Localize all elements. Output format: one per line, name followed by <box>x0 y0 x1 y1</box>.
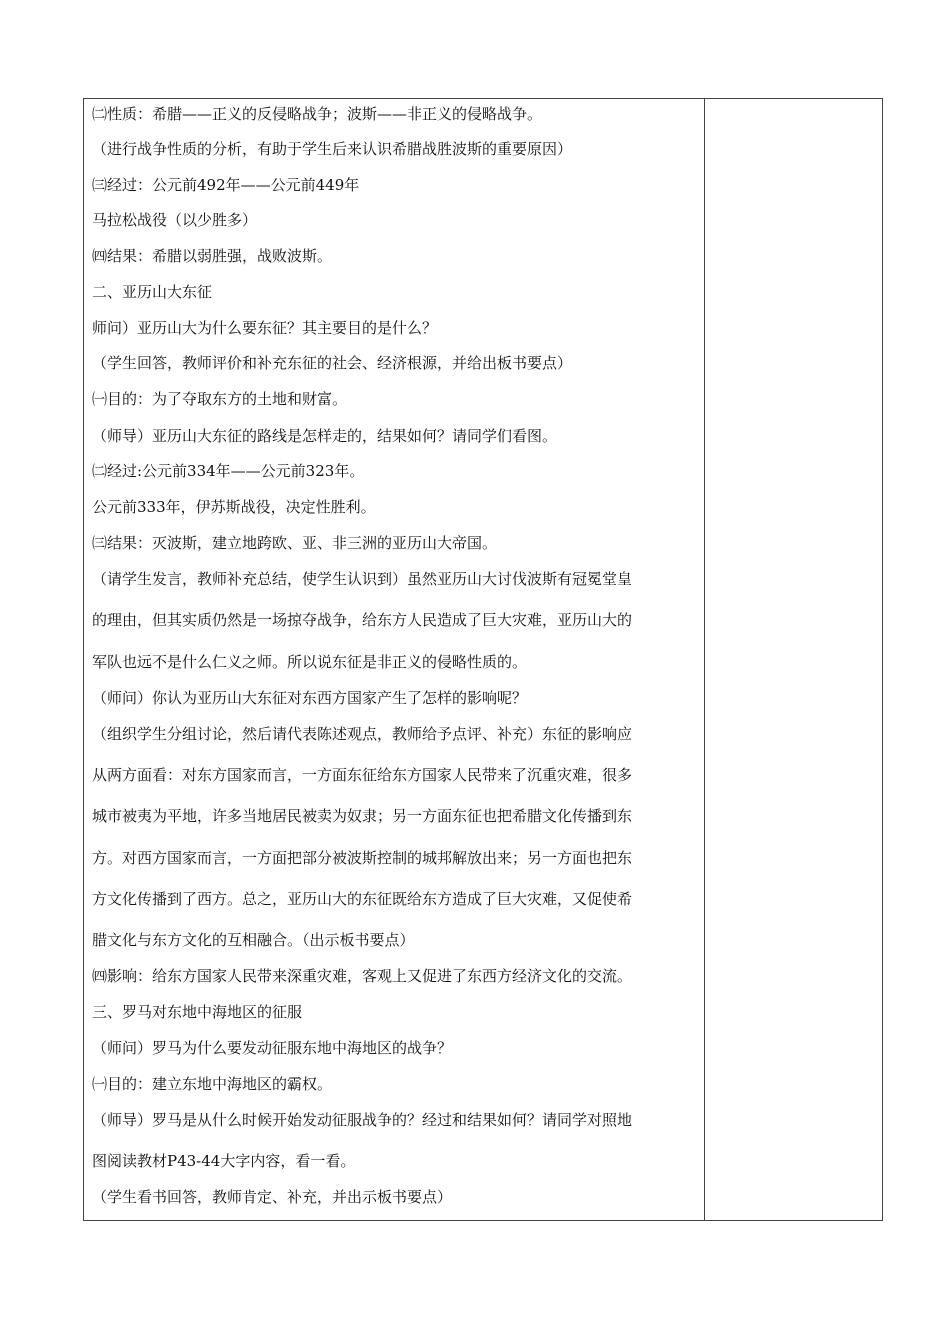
line: （请学生发言，教师补充总结，使学生认识到）虽然亚历山大讨伐波斯有冠冕堂皇 <box>92 570 633 588</box>
line: 师问）亚历山大为什么要东征？其主要目的是什么？ <box>92 319 438 337</box>
line: ㈠目的：建立东地中海地区的霸权。 <box>92 1075 333 1093</box>
line: 图阅读教材P43-44大字内容，看一看。 <box>92 1152 356 1170</box>
line: ㈣结果：希腊以弱胜强，战败波斯。 <box>92 247 333 265</box>
line: 从两方面看：对东方国家而言，一方面东征给东方国家人民带来了沉重灾难，很多 <box>92 766 633 784</box>
line: （师问）你认为亚历山大东征对东西方国家产生了怎样的影响呢？ <box>92 689 528 707</box>
line: （师导）罗马是从什么时候开始发动征服战争的？经过和结果如何？请同学对照地 <box>92 1111 633 1129</box>
line: 公元前333年，伊苏斯战役，决定性胜利。 <box>92 498 376 516</box>
line: （学生回答，教师评价和补充东征的社会、经济根源，并给出板书要点） <box>92 354 573 372</box>
line: （师导）亚历山大东征的路线是怎样走的，结果如何？请同学们看图。 <box>92 427 558 445</box>
line: ㈢经过：公元前492年——公元前449年 <box>92 176 360 194</box>
line: ㈣影响：给东方国家人民带来深重灾难，客观上又促进了东西方经济文化的交流。 <box>92 967 633 985</box>
line: 马拉松战役（以少胜多） <box>92 211 258 229</box>
line: 腊文化与东方文化的互相融合。（出示板书要点） <box>92 931 415 949</box>
line: ㈢结果：灭波斯，建立地跨欧、亚、非三洲的亚历山大帝国。 <box>92 534 498 552</box>
line: ㈡性质：希腊——正义的反侵略战争；波斯——非正义的侵略战争。 <box>92 105 543 123</box>
section-heading: 二、亚历山大东征 <box>92 283 213 301</box>
line: ㈡经过:公元前334年——公元前323年。 <box>92 462 365 480</box>
notes-column <box>705 99 882 1220</box>
line: （组织学生分组讨论，然后请代表陈述观点，教师给予点评、补充）东征的影响应 <box>92 725 633 743</box>
line: （进行战争性质的分析，有助于学生后来认识希腊战胜波斯的重要原因） <box>92 140 573 158</box>
line: ㈠目的：为了夺取东方的土地和财富。 <box>92 390 348 408</box>
line: 方文化传播到了西方。总之，亚历山大的东征既给东方造成了巨大灾难，又促使希 <box>92 890 633 908</box>
section-heading: 三、罗马对东地中海地区的征服 <box>92 1003 303 1021</box>
line: （师问）罗马为什么要发动征服东地中海地区的战争？ <box>92 1039 453 1057</box>
line: 的理由，但其实质仍然是一场掠夺战争，给东方人民造成了巨大灾难，亚历山大的 <box>92 611 633 629</box>
line: 军队也远不是什么仁义之师。所以说东征是非正义的侵略性质的。 <box>92 653 528 671</box>
line: （学生看书回答，教师肯定、补充，并出示板书要点） <box>92 1188 453 1206</box>
line: 方。对西方国家而言，一方面把部分被波斯控制的城邦解放出来；另一方面也把东 <box>92 849 633 867</box>
line: 城市被夷为平地，许多当地居民被卖为奴隶；另一方面东征也把希腊文化传播到东 <box>92 807 633 825</box>
